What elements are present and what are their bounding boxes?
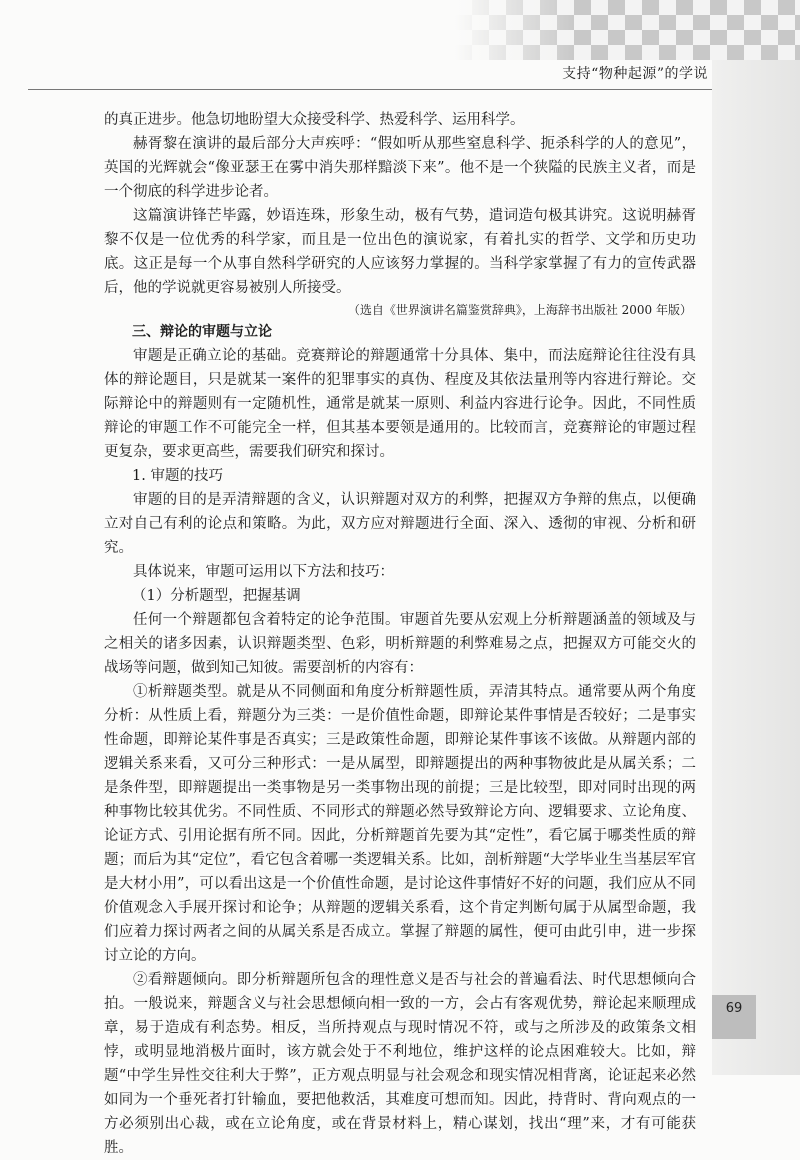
paragraph: 审题的目的是弄清辩题的含义，认识辩题对双方的利弊，把握双方争辩的焦点，以便确立对自己有利的论点和策略。为此，双方应对辩题进行全面、深入、透彻的审视、分析和研究。 — [104, 492, 696, 556]
header-rule — [28, 89, 712, 90]
paragraph: 的真正进步。他急切地盼望大众接受科学、热爱科学、运用科学。 — [104, 112, 525, 128]
paragraph: 这篇演讲锋芒毕露，妙语连珠，形象生动，极有气势，遣词造句极其讲究。这说明赫胥黎不仅是一位优秀的科学家，而且是一位出色的演说家，有着扎实的哲学、文学和历史功底。这正是每一个从事自然科学研究的人应该努力掌握的。当科学家掌握了有力的宣传武器后，他的学说就更容易被别人所接受。 — [104, 208, 696, 296]
page-number: 69 — [725, 1001, 743, 1016]
decorative-side-band — [712, 60, 800, 1075]
running-header-title: 支持“物种起源”的学说 — [562, 66, 708, 82]
paragraph: 任何一个辩题都包含着特定的论争范围。审题首先要从宏观上分析辩题涵盖的领域及与之相关的诸多因素，认识辩题类型、色彩，明析辩题的利弊难易之点，把握双方可能交火的战场等问题，做到知己知彼。需要剖析的内容有： — [104, 612, 696, 676]
source-citation: （选自《世界演讲名篇鉴赏辞典》，上海辞书出版社 2000 年版） — [347, 303, 692, 317]
paragraph: 审题是正确立论的基础。竞赛辩论的辩题通常十分具体、集中，而法庭辩论往往没有具体的辩论题目，只是就某一案件的犯罪事实的真伪、程度及其依法量刑等内容进行辩论。交际辩论中的辩题则有一定随机性，通常是就某一原则、利益内容进行论争。因此，不同性质辩论的审题工作不可能完全一样，但其基本要领是通用的。比较而言，竞赛辩论的审题过程更复杂，要求更高些，需要我们研究和探讨。 — [104, 348, 696, 460]
page-body — [104, 108, 696, 1160]
subheading: （1）分析题型，把握基调 — [132, 588, 301, 604]
paragraph: ②看辩题倾向。即分析辩题所包含的理性意义是否与社会的普遍看法、时代思想倾向合拍。一般说来，辩题含义与社会思想倾向相一致的一方，会占有客观优势，辩论起来顺理成章，易于造成有利态势。相反，当所持观点与现时情况不符，或与之所涉及的政策条文相悖，或明显地消极片面时，该方就会处于不利地位，维护这样的论点困难较大。比如，辩题“中学生异性交往利大于弊”，正方观点明显与社会观念和现实情况相背离，论证起来必然如同为一个垂死者打针输血，要把他救活，其难度可想而知。因此，持背时、背向观点的一方必须别出心裁，或在立论角度，或在背景材料上，精心谋划，找出“理”来，才有可能获胜。 — [104, 972, 696, 1156]
paragraph: 具体说来，审题可运用以下方法和技巧： — [133, 564, 394, 580]
section-heading: 三、辩论的审题与立论 — [132, 324, 272, 340]
decorative-checker-band — [455, 0, 800, 60]
paragraph: ①析辩题类型。就是从不同侧面和角度分析辩题性质，弄清其特点。通常要从两个角度分析：从性质上看，辩题分为三类：一是价值性命题，即辩论某件事情是否较好；二是事实性命题，即辩论某件事是否真实；三是政策性命题，即辩论某件事该不该做。从辩题内部的逻辑关系来看，又可分三种形式：一是从属型，即辩题提出的两种事物彼此是从属关系；二是条件型，即辩题提出一类事物是另一类事物出现的前提；三是比较型，即对同时出现的两种事物比较其优劣。不同性质、不同形式的辩题必然导致辩论方向、逻辑要求、立论角度、论证方式、引用论据有所不同。因此，分析辩题首先要为其“定性”，看它属于哪类性质的辩题；而后为其“定位”，看它包含着哪一类逻辑关系。比如，剖析辩题“大学毕业生当基层军官是大材小用”，可以看出这是一个价值性命题，是讨论这件事情好不好的问题，我们应从不同价值观念入手展开探讨和论争；从辩题的逻辑关系看，这个肯定判断句属于从属型命题，我们应着力探讨两者之间的从属关系是否成立。掌握了辩题的属性，便可由此引申，进一步探讨立论的方向。 — [104, 684, 696, 964]
paragraph: 赫胥黎在演讲的最后部分大声疾呼：“假如听从那些窒息科学、扼杀科学的人的意见”，英国的光辉就会“像亚瑟王在雾中消失那样黯淡下来”。他不是一个狭隘的民族主义者，而是一个彻底的科学进步论者。 — [104, 136, 696, 200]
subheading: 1. 审题的技巧 — [132, 468, 223, 484]
